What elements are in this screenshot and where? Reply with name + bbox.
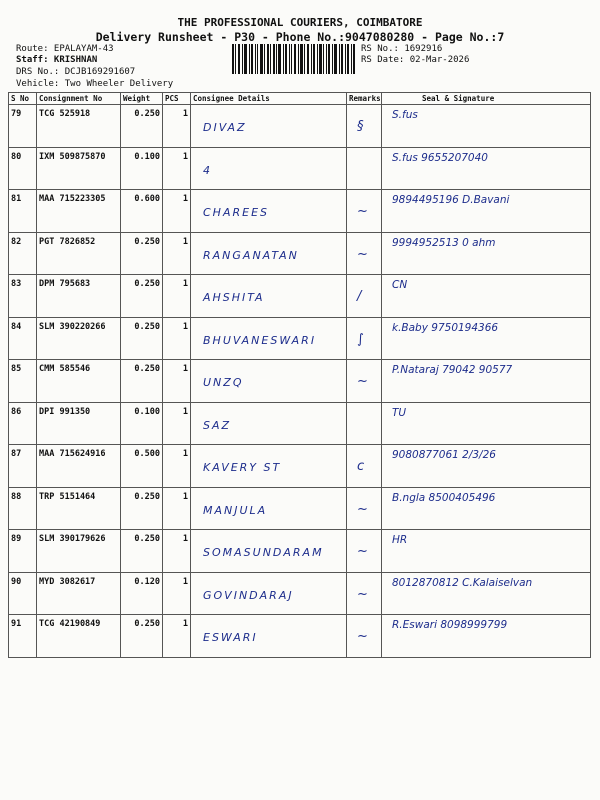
consignee-cell xyxy=(191,487,347,530)
remark-cell xyxy=(347,190,382,233)
table-row xyxy=(9,615,591,658)
consignee-cell xyxy=(191,232,347,275)
signature-cell xyxy=(382,317,591,360)
consignee-cell xyxy=(191,275,347,318)
weight-cell: 0.250 xyxy=(121,530,163,573)
table-row xyxy=(9,402,591,445)
pcs-cell: 1 xyxy=(163,572,191,615)
pcs-cell: 1 xyxy=(163,487,191,530)
remark-handwriting: c xyxy=(357,459,365,474)
consignment-cell: SLM 390179626 xyxy=(37,530,121,573)
col-remarks: Remarks xyxy=(347,93,382,105)
remark-handwriting: ~ xyxy=(357,204,368,219)
signature-handwriting: k.Baby 9750194366 xyxy=(392,321,499,334)
weight-cell: 0.250 xyxy=(121,232,163,275)
remark-cell xyxy=(347,105,382,148)
remark-handwriting: § xyxy=(357,119,364,134)
col-pcs: PCS xyxy=(163,93,191,105)
staff-label: Staff: KRISHNAN xyxy=(16,55,98,65)
weight-cell: 0.250 xyxy=(121,105,163,148)
pcs-cell: 1 xyxy=(163,530,191,573)
consignment-cell: DPM 795683 xyxy=(37,275,121,318)
weight-cell: 0.100 xyxy=(121,402,163,445)
weight-cell: 0.250 xyxy=(121,360,163,403)
consignment-cell: MAA 715624916 xyxy=(37,445,121,488)
weight-cell: 0.120 xyxy=(121,572,163,615)
consignment-cell: TCG 525918 xyxy=(37,105,121,148)
signature-handwriting: P.Nataraj 79042 90577 xyxy=(392,364,513,376)
rs-date: RS Date: 02-Mar-2026 xyxy=(361,55,470,65)
sno-cell: 79 xyxy=(9,105,37,148)
table-row xyxy=(9,190,591,233)
consignment-cell: TCG 42190849 xyxy=(37,615,121,658)
signature-handwriting: 8012870812 C.Kalaiselvan xyxy=(392,576,533,589)
route-label: Route: EPALAYAM-43 xyxy=(16,44,114,54)
signature-cell xyxy=(382,402,591,445)
consignee-handwriting: BHUVANESWARI xyxy=(203,333,317,347)
weight-cell: 0.600 xyxy=(121,190,163,233)
remark-cell xyxy=(347,147,382,190)
consignee-cell xyxy=(191,402,347,445)
sno-cell: 85 xyxy=(9,360,37,403)
rs-number: RS No.: 1692916 xyxy=(361,44,443,54)
pcs-cell: 1 xyxy=(163,360,191,403)
consignment-cell: PGT 7826852 xyxy=(37,232,121,275)
remark-cell xyxy=(347,402,382,445)
consignee-cell xyxy=(191,360,347,403)
table-row xyxy=(9,572,591,615)
signature-cell xyxy=(382,147,591,190)
signature-cell xyxy=(382,530,591,573)
signature-cell xyxy=(382,445,591,488)
signature-handwriting: S.fus xyxy=(392,109,418,121)
table-row xyxy=(9,147,591,190)
weight-cell: 0.250 xyxy=(121,317,163,360)
consignee-cell xyxy=(191,147,347,190)
col-weight: Weight xyxy=(121,93,163,105)
consignee-handwriting: RANGANATAN xyxy=(203,248,299,262)
pcs-cell: 1 xyxy=(163,232,191,275)
table-row xyxy=(9,487,591,530)
signature-handwriting: 9994952513 0 ahm xyxy=(392,236,496,249)
signature-handwriting: S.fus 9655207040 xyxy=(392,151,488,164)
consignee-handwriting: AHSHITA xyxy=(203,291,265,304)
runsheet-table xyxy=(8,92,591,658)
remark-cell xyxy=(347,317,382,360)
consignee-handwriting: DIVAZ xyxy=(203,121,247,134)
remark-handwriting: ~ xyxy=(357,501,368,517)
weight-cell: 0.100 xyxy=(121,147,163,190)
sno-cell: 88 xyxy=(9,487,37,530)
remark-cell xyxy=(347,530,382,573)
sno-cell: 82 xyxy=(9,232,37,275)
pcs-cell: 1 xyxy=(163,190,191,233)
signature-cell xyxy=(382,275,591,318)
signature-cell xyxy=(382,360,591,403)
remark-handwriting: ~ xyxy=(357,629,368,644)
remark-handwriting: / xyxy=(357,289,362,304)
remark-cell xyxy=(347,275,382,318)
consignment-cell: DPI 991350 xyxy=(37,402,121,445)
sno-cell: 91 xyxy=(9,615,37,658)
weight-cell: 0.500 xyxy=(121,445,163,488)
table-row xyxy=(9,275,591,318)
remark-cell xyxy=(347,615,382,658)
pcs-cell: 1 xyxy=(163,147,191,190)
table-row xyxy=(9,317,591,360)
sno-cell: 80 xyxy=(9,147,37,190)
consignee-handwriting: ESWARI xyxy=(203,631,258,644)
signature-cell xyxy=(382,615,591,658)
remark-handwriting: ∫ xyxy=(357,331,364,347)
remark-handwriting: ~ xyxy=(357,374,368,389)
sno-cell: 83 xyxy=(9,275,37,318)
remark-handwriting: ~ xyxy=(357,586,368,602)
remark-cell xyxy=(347,445,382,488)
consignee-handwriting: GOVINDARAJ xyxy=(203,588,294,602)
signature-cell xyxy=(382,487,591,530)
pcs-cell: 1 xyxy=(163,615,191,658)
sno-cell: 90 xyxy=(9,572,37,615)
consignment-cell: SLM 390220266 xyxy=(37,317,121,360)
consignment-cell: IXM 509875870 xyxy=(37,147,121,190)
consignment-cell: TRP 5151464 xyxy=(37,487,121,530)
drs-label: DRS No.: DCJB169291607 xyxy=(16,67,136,77)
consignment-cell: MAA 715223305 xyxy=(37,190,121,233)
weight-cell: 0.250 xyxy=(121,487,163,530)
remark-cell xyxy=(347,572,382,615)
weight-cell: 0.250 xyxy=(121,615,163,658)
sno-cell: 86 xyxy=(9,402,37,445)
sno-cell: 81 xyxy=(9,190,37,233)
consignee-handwriting: UNZQ xyxy=(203,376,244,389)
pcs-cell: 1 xyxy=(163,317,191,360)
table-row xyxy=(9,360,591,403)
signature-cell xyxy=(382,572,591,615)
signature-cell xyxy=(382,190,591,233)
company-title: THE PROFESSIONAL COURIERS, COIMBATORE xyxy=(177,16,423,29)
signature-handwriting: 9894495196 D.Bavani xyxy=(392,194,510,206)
signature-handwriting: TU xyxy=(392,406,407,419)
remark-cell xyxy=(347,487,382,530)
table-header-row xyxy=(9,93,591,105)
vehicle-label: Vehicle: Two Wheeler Delivery xyxy=(16,79,174,89)
col-consignment: Consignment No xyxy=(37,93,121,105)
remark-handwriting: ~ xyxy=(357,544,368,559)
signature-handwriting: R.Eswari 8098999799 xyxy=(392,619,508,631)
consignee-cell xyxy=(191,190,347,233)
signature-handwriting: B.ngla 8500405496 xyxy=(392,491,496,504)
consignee-cell xyxy=(191,615,347,658)
remark-handwriting: ~ xyxy=(357,246,368,262)
consignee-handwriting: KAVERY ST xyxy=(203,461,282,474)
sno-cell: 87 xyxy=(9,445,37,488)
consignee-cell xyxy=(191,105,347,148)
signature-handwriting: CN xyxy=(392,279,408,291)
consignment-cell: MYD 3082617 xyxy=(37,572,121,615)
signature-handwriting: HR xyxy=(392,534,408,546)
signature-handwriting: 9080877061 2/3/26 xyxy=(392,449,496,461)
remark-cell xyxy=(347,232,382,275)
consignee-cell xyxy=(191,572,347,615)
sno-cell: 89 xyxy=(9,530,37,573)
remark-cell xyxy=(347,360,382,403)
sno-cell: 84 xyxy=(9,317,37,360)
table-row xyxy=(9,105,591,148)
consignee-handwriting: 4 xyxy=(203,163,212,177)
consignee-handwriting: SAZ xyxy=(203,418,232,432)
consignee-cell xyxy=(191,317,347,360)
barcode-image xyxy=(232,44,356,74)
col-consignee: Consignee Details xyxy=(191,93,347,105)
table-row xyxy=(9,445,591,488)
consignee-handwriting: MANJULA xyxy=(203,503,268,517)
table-row xyxy=(9,530,591,573)
weight-cell: 0.250 xyxy=(121,275,163,318)
consignee-cell xyxy=(191,530,347,573)
consignee-cell xyxy=(191,445,347,488)
pcs-cell: 1 xyxy=(163,445,191,488)
runsheet-title: Delivery Runsheet - P30 - Phone No.:9047080280 - Page No.:7 xyxy=(95,30,505,44)
col-signature: Seal & Signature xyxy=(382,93,591,105)
pcs-cell: 1 xyxy=(163,105,191,148)
pcs-cell: 1 xyxy=(163,275,191,318)
col-sno: S No xyxy=(9,93,37,105)
pcs-cell: 1 xyxy=(163,402,191,445)
table-row xyxy=(9,232,591,275)
signature-cell xyxy=(382,232,591,275)
consignee-handwriting: CHAREES xyxy=(203,206,270,219)
consignee-handwriting: SOMASUNDARAM xyxy=(203,546,324,559)
consignment-cell: CMM 585546 xyxy=(37,360,121,403)
signature-cell xyxy=(382,105,591,148)
